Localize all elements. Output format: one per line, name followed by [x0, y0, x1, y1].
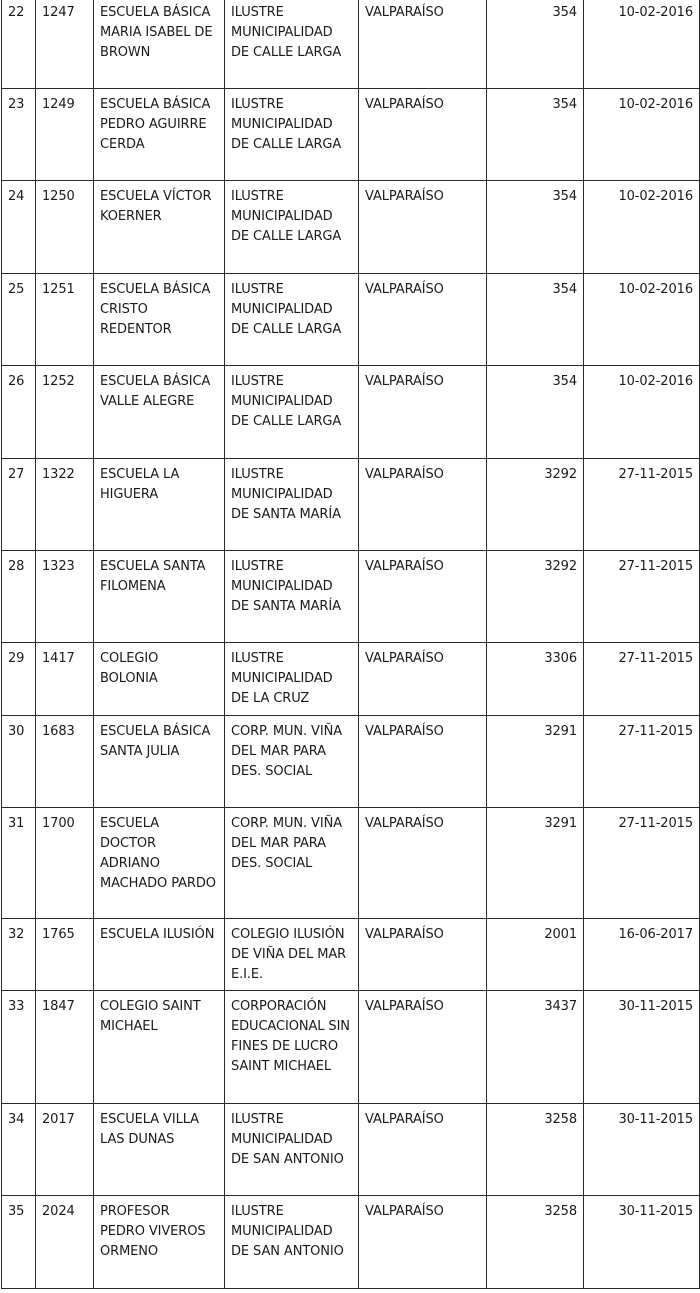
region	[359, 1104, 487, 1196]
cell-n: 32	[8, 927, 25, 942]
cell-sostenedor: ILUSTRE MUNICIPALIDAD DE SAN ANTONIO	[231, 1204, 344, 1259]
cell-code: 1323	[42, 559, 75, 574]
cell-res: 3292	[544, 559, 577, 574]
table-row	[2, 991, 700, 1104]
cell-code: 1847	[42, 999, 75, 1014]
row-number	[2, 89, 36, 181]
resolution-number	[487, 366, 584, 459]
region	[359, 181, 487, 274]
cell-date: 27-11-2015	[618, 559, 693, 574]
cell-school: ESCUELA BÁSICA VALLE ALEGRE	[100, 374, 211, 409]
resolution-date	[584, 643, 700, 716]
school-name	[94, 991, 225, 1104]
row-number	[2, 1196, 36, 1289]
cell-date: 10-02-2016	[618, 282, 693, 297]
sostenedor-name	[225, 366, 359, 459]
row-number	[2, 643, 36, 716]
row-number	[2, 716, 36, 808]
sostenedor-name	[225, 459, 359, 551]
cell-sostenedor: ILUSTRE MUNICIPALIDAD DE CALLE LARGA	[231, 5, 342, 60]
row-number	[2, 991, 36, 1104]
region	[359, 274, 487, 366]
resolution-date	[584, 551, 700, 643]
cell-n: 24	[8, 189, 25, 204]
school-name	[94, 181, 225, 274]
cell-code: 1251	[42, 282, 75, 297]
school-code	[36, 366, 94, 459]
resolution-number	[487, 551, 584, 643]
cell-code: 1250	[42, 189, 75, 204]
cell-sostenedor: CORP. MUN. VIÑA DEL MAR PARA DES. SOCIAL	[231, 724, 342, 779]
row-number	[2, 919, 36, 991]
cell-res: 2001	[544, 927, 577, 942]
table-body	[2, 0, 700, 1289]
school-code	[36, 89, 94, 181]
cell-date: 16-06-2017	[618, 927, 693, 942]
row-number	[2, 1104, 36, 1196]
school-name	[94, 643, 225, 716]
cell-n: 22	[8, 5, 25, 20]
cell-region: VALPARAÍSO	[365, 559, 444, 574]
sostenedor-name	[225, 551, 359, 643]
cell-sostenedor: ILUSTRE MUNICIPALIDAD DE CALLE LARGA	[231, 97, 342, 152]
region	[359, 459, 487, 551]
cell-n: 29	[8, 651, 25, 666]
cell-res: 354	[552, 5, 577, 20]
cell-date: 10-02-2016	[618, 97, 693, 112]
school-code	[36, 991, 94, 1104]
table-row	[2, 366, 700, 459]
cell-n: 27	[8, 467, 25, 482]
resolution-number	[487, 274, 584, 366]
cell-region: VALPARAÍSO	[365, 1204, 444, 1219]
cell-date: 27-11-2015	[618, 651, 693, 666]
school-code	[36, 274, 94, 366]
cell-code: 2024	[42, 1204, 75, 1219]
cell-code: 1322	[42, 467, 75, 482]
sostenedor-name	[225, 808, 359, 919]
cell-date: 27-11-2015	[618, 467, 693, 482]
cell-sostenedor: CORPORACIÓN EDUCACIONAL SIN FINES DE LUCRO SAINT MICHAEL	[231, 999, 350, 1074]
resolution-date	[584, 808, 700, 919]
table-row	[2, 716, 700, 808]
cell-date: 27-11-2015	[618, 816, 693, 831]
cell-date: 27-11-2015	[618, 724, 693, 739]
row-number	[2, 551, 36, 643]
sostenedor-name	[225, 716, 359, 808]
row-number	[2, 808, 36, 919]
table-row	[2, 643, 700, 716]
cell-code: 1249	[42, 97, 75, 112]
sostenedor-name	[225, 274, 359, 366]
cell-code: 1247	[42, 5, 75, 20]
cell-n: 35	[8, 1204, 25, 1219]
school-name	[94, 0, 225, 89]
cell-n: 25	[8, 282, 25, 297]
cell-date: 30-11-2015	[618, 1112, 693, 1127]
cell-region: VALPARAÍSO	[365, 374, 444, 389]
cell-res: 3291	[544, 724, 577, 739]
cell-school: ESCUELA BÁSICA PEDRO AGUIRRE CERDA	[100, 97, 211, 152]
cell-date: 10-02-2016	[618, 374, 693, 389]
row-number	[2, 459, 36, 551]
table-row	[2, 459, 700, 551]
table-row	[2, 808, 700, 919]
table-row	[2, 919, 700, 991]
row-number	[2, 181, 36, 274]
cell-region: VALPARAÍSO	[365, 467, 444, 482]
cell-n: 34	[8, 1112, 25, 1127]
cell-code: 1765	[42, 927, 75, 942]
school-name	[94, 366, 225, 459]
resolution-date	[584, 716, 700, 808]
table-row	[2, 274, 700, 366]
cell-res: 3258	[544, 1112, 577, 1127]
cell-code: 1700	[42, 816, 75, 831]
cell-sostenedor: ILUSTRE MUNICIPALIDAD DE LA CRUZ	[231, 651, 333, 706]
sostenedor-name	[225, 89, 359, 181]
school-name	[94, 551, 225, 643]
cell-res: 3292	[544, 467, 577, 482]
cell-code: 1683	[42, 724, 75, 739]
cell-n: 33	[8, 999, 25, 1014]
cell-res: 354	[552, 97, 577, 112]
region	[359, 1196, 487, 1289]
resolution-number	[487, 1196, 584, 1289]
sostenedor-name	[225, 919, 359, 991]
region	[359, 0, 487, 89]
sostenedor-name	[225, 1104, 359, 1196]
region	[359, 89, 487, 181]
resolution-date	[584, 366, 700, 459]
cell-school: PROFESOR PEDRO VIVEROS ORMENO	[100, 1204, 206, 1259]
school-code	[36, 459, 94, 551]
cell-school: ESCUELA ILUSIÓN	[100, 927, 215, 942]
cell-res: 354	[552, 282, 577, 297]
row-number	[2, 366, 36, 459]
table-row	[2, 551, 700, 643]
school-code	[36, 551, 94, 643]
resolution-date	[584, 991, 700, 1104]
cell-date: 30-11-2015	[618, 999, 693, 1014]
sostenedor-name	[225, 181, 359, 274]
school-code	[36, 716, 94, 808]
cell-region: VALPARAÍSO	[365, 724, 444, 739]
cell-school: ESCUELA VÍCTOR KOERNER	[100, 189, 212, 224]
cell-res: 354	[552, 374, 577, 389]
school-code	[36, 0, 94, 89]
cell-res: 3306	[544, 651, 577, 666]
school-name	[94, 919, 225, 991]
cell-res: 3258	[544, 1204, 577, 1219]
cell-date: 10-02-2016	[618, 5, 693, 20]
cell-region: VALPARAÍSO	[365, 189, 444, 204]
school-code	[36, 643, 94, 716]
cell-school: ESCUELA VILLA LAS DUNAS	[100, 1112, 199, 1147]
cell-school: ESCUELA BÁSICA SANTA JULIA	[100, 724, 211, 759]
table-row	[2, 1196, 700, 1289]
cell-res: 3437	[544, 999, 577, 1014]
school-name	[94, 808, 225, 919]
cell-code: 1252	[42, 374, 75, 389]
school-name	[94, 274, 225, 366]
resolution-date	[584, 1104, 700, 1196]
row-number	[2, 274, 36, 366]
cell-school: COLEGIO BOLONIA	[100, 651, 159, 686]
cell-sostenedor: ILUSTRE MUNICIPALIDAD DE CALLE LARGA	[231, 374, 342, 429]
cell-region: VALPARAÍSO	[365, 282, 444, 297]
cell-n: 31	[8, 816, 25, 831]
cell-school: COLEGIO SAINT MICHAEL	[100, 999, 201, 1034]
cell-region: VALPARAÍSO	[365, 97, 444, 112]
resolution-date	[584, 919, 700, 991]
cell-region: VALPARAÍSO	[365, 1112, 444, 1127]
cell-n: 23	[8, 97, 25, 112]
cell-school: ESCUELA DOCTOR ADRIANO MACHADO PARDO	[100, 816, 216, 891]
cell-school: ESCUELA BÁSICA CRISTO REDENTOR	[100, 282, 211, 337]
table-row	[2, 1104, 700, 1196]
school-name	[94, 459, 225, 551]
sostenedor-name	[225, 1196, 359, 1289]
cell-sostenedor: ILUSTRE MUNICIPALIDAD DE SAN ANTONIO	[231, 1112, 344, 1167]
cell-sostenedor: ILUSTRE MUNICIPALIDAD DE SANTA MARÍA	[231, 559, 341, 614]
cell-sostenedor: CORP. MUN. VIÑA DEL MAR PARA DES. SOCIAL	[231, 816, 342, 871]
cell-school: ESCUELA BÁSICA MARIA ISABEL DE BROWN	[100, 5, 213, 60]
school-name	[94, 1104, 225, 1196]
resolution-date	[584, 181, 700, 274]
cell-sostenedor: ILUSTRE MUNICIPALIDAD DE SANTA MARÍA	[231, 467, 341, 522]
resolution-number	[487, 643, 584, 716]
cell-region: VALPARAÍSO	[365, 999, 444, 1014]
table-row	[2, 89, 700, 181]
region	[359, 366, 487, 459]
region	[359, 808, 487, 919]
cell-school: ESCUELA SANTA FILOMENA	[100, 559, 206, 594]
resolution-number	[487, 808, 584, 919]
school-code	[36, 808, 94, 919]
cell-n: 28	[8, 559, 25, 574]
region	[359, 551, 487, 643]
cell-region: VALPARAÍSO	[365, 5, 444, 20]
resolution-number	[487, 991, 584, 1104]
table-row	[2, 181, 700, 274]
school-code	[36, 181, 94, 274]
school-name	[94, 716, 225, 808]
resolution-number	[487, 1104, 584, 1196]
cell-res: 3291	[544, 816, 577, 831]
cell-sostenedor: ILUSTRE MUNICIPALIDAD DE CALLE LARGA	[231, 189, 342, 244]
region	[359, 716, 487, 808]
school-code	[36, 1196, 94, 1289]
cell-res: 354	[552, 189, 577, 204]
school-code	[36, 919, 94, 991]
cell-sostenedor: ILUSTRE MUNICIPALIDAD DE CALLE LARGA	[231, 282, 342, 337]
resolution-number	[487, 181, 584, 274]
cell-date: 30-11-2015	[618, 1204, 693, 1219]
cell-region: VALPARAÍSO	[365, 927, 444, 942]
cell-n: 30	[8, 724, 25, 739]
region	[359, 991, 487, 1104]
resolution-number	[487, 716, 584, 808]
resolution-number	[487, 459, 584, 551]
school-code	[36, 1104, 94, 1196]
cell-code: 2017	[42, 1112, 75, 1127]
schools-table	[1, 0, 700, 1289]
school-name	[94, 89, 225, 181]
resolution-number	[487, 89, 584, 181]
cell-sostenedor: COLEGIO ILUSIÓN DE VIÑA DEL MAR E.I.E.	[231, 927, 347, 982]
resolution-number	[487, 919, 584, 991]
region	[359, 919, 487, 991]
resolution-date	[584, 1196, 700, 1289]
sostenedor-name	[225, 991, 359, 1104]
cell-n: 26	[8, 374, 25, 389]
table-row	[2, 0, 700, 89]
cell-code: 1417	[42, 651, 75, 666]
resolution-number	[487, 0, 584, 89]
resolution-date	[584, 459, 700, 551]
resolution-date	[584, 89, 700, 181]
resolution-date	[584, 0, 700, 89]
school-name	[94, 1196, 225, 1289]
region	[359, 643, 487, 716]
cell-school: ESCUELA LA HIGUERA	[100, 467, 180, 502]
cell-date: 10-02-2016	[618, 189, 693, 204]
cell-region: VALPARAÍSO	[365, 816, 444, 831]
row-number	[2, 0, 36, 89]
cell-region: VALPARAÍSO	[365, 651, 444, 666]
sostenedor-name	[225, 643, 359, 716]
resolution-date	[584, 274, 700, 366]
sostenedor-name	[225, 0, 359, 89]
